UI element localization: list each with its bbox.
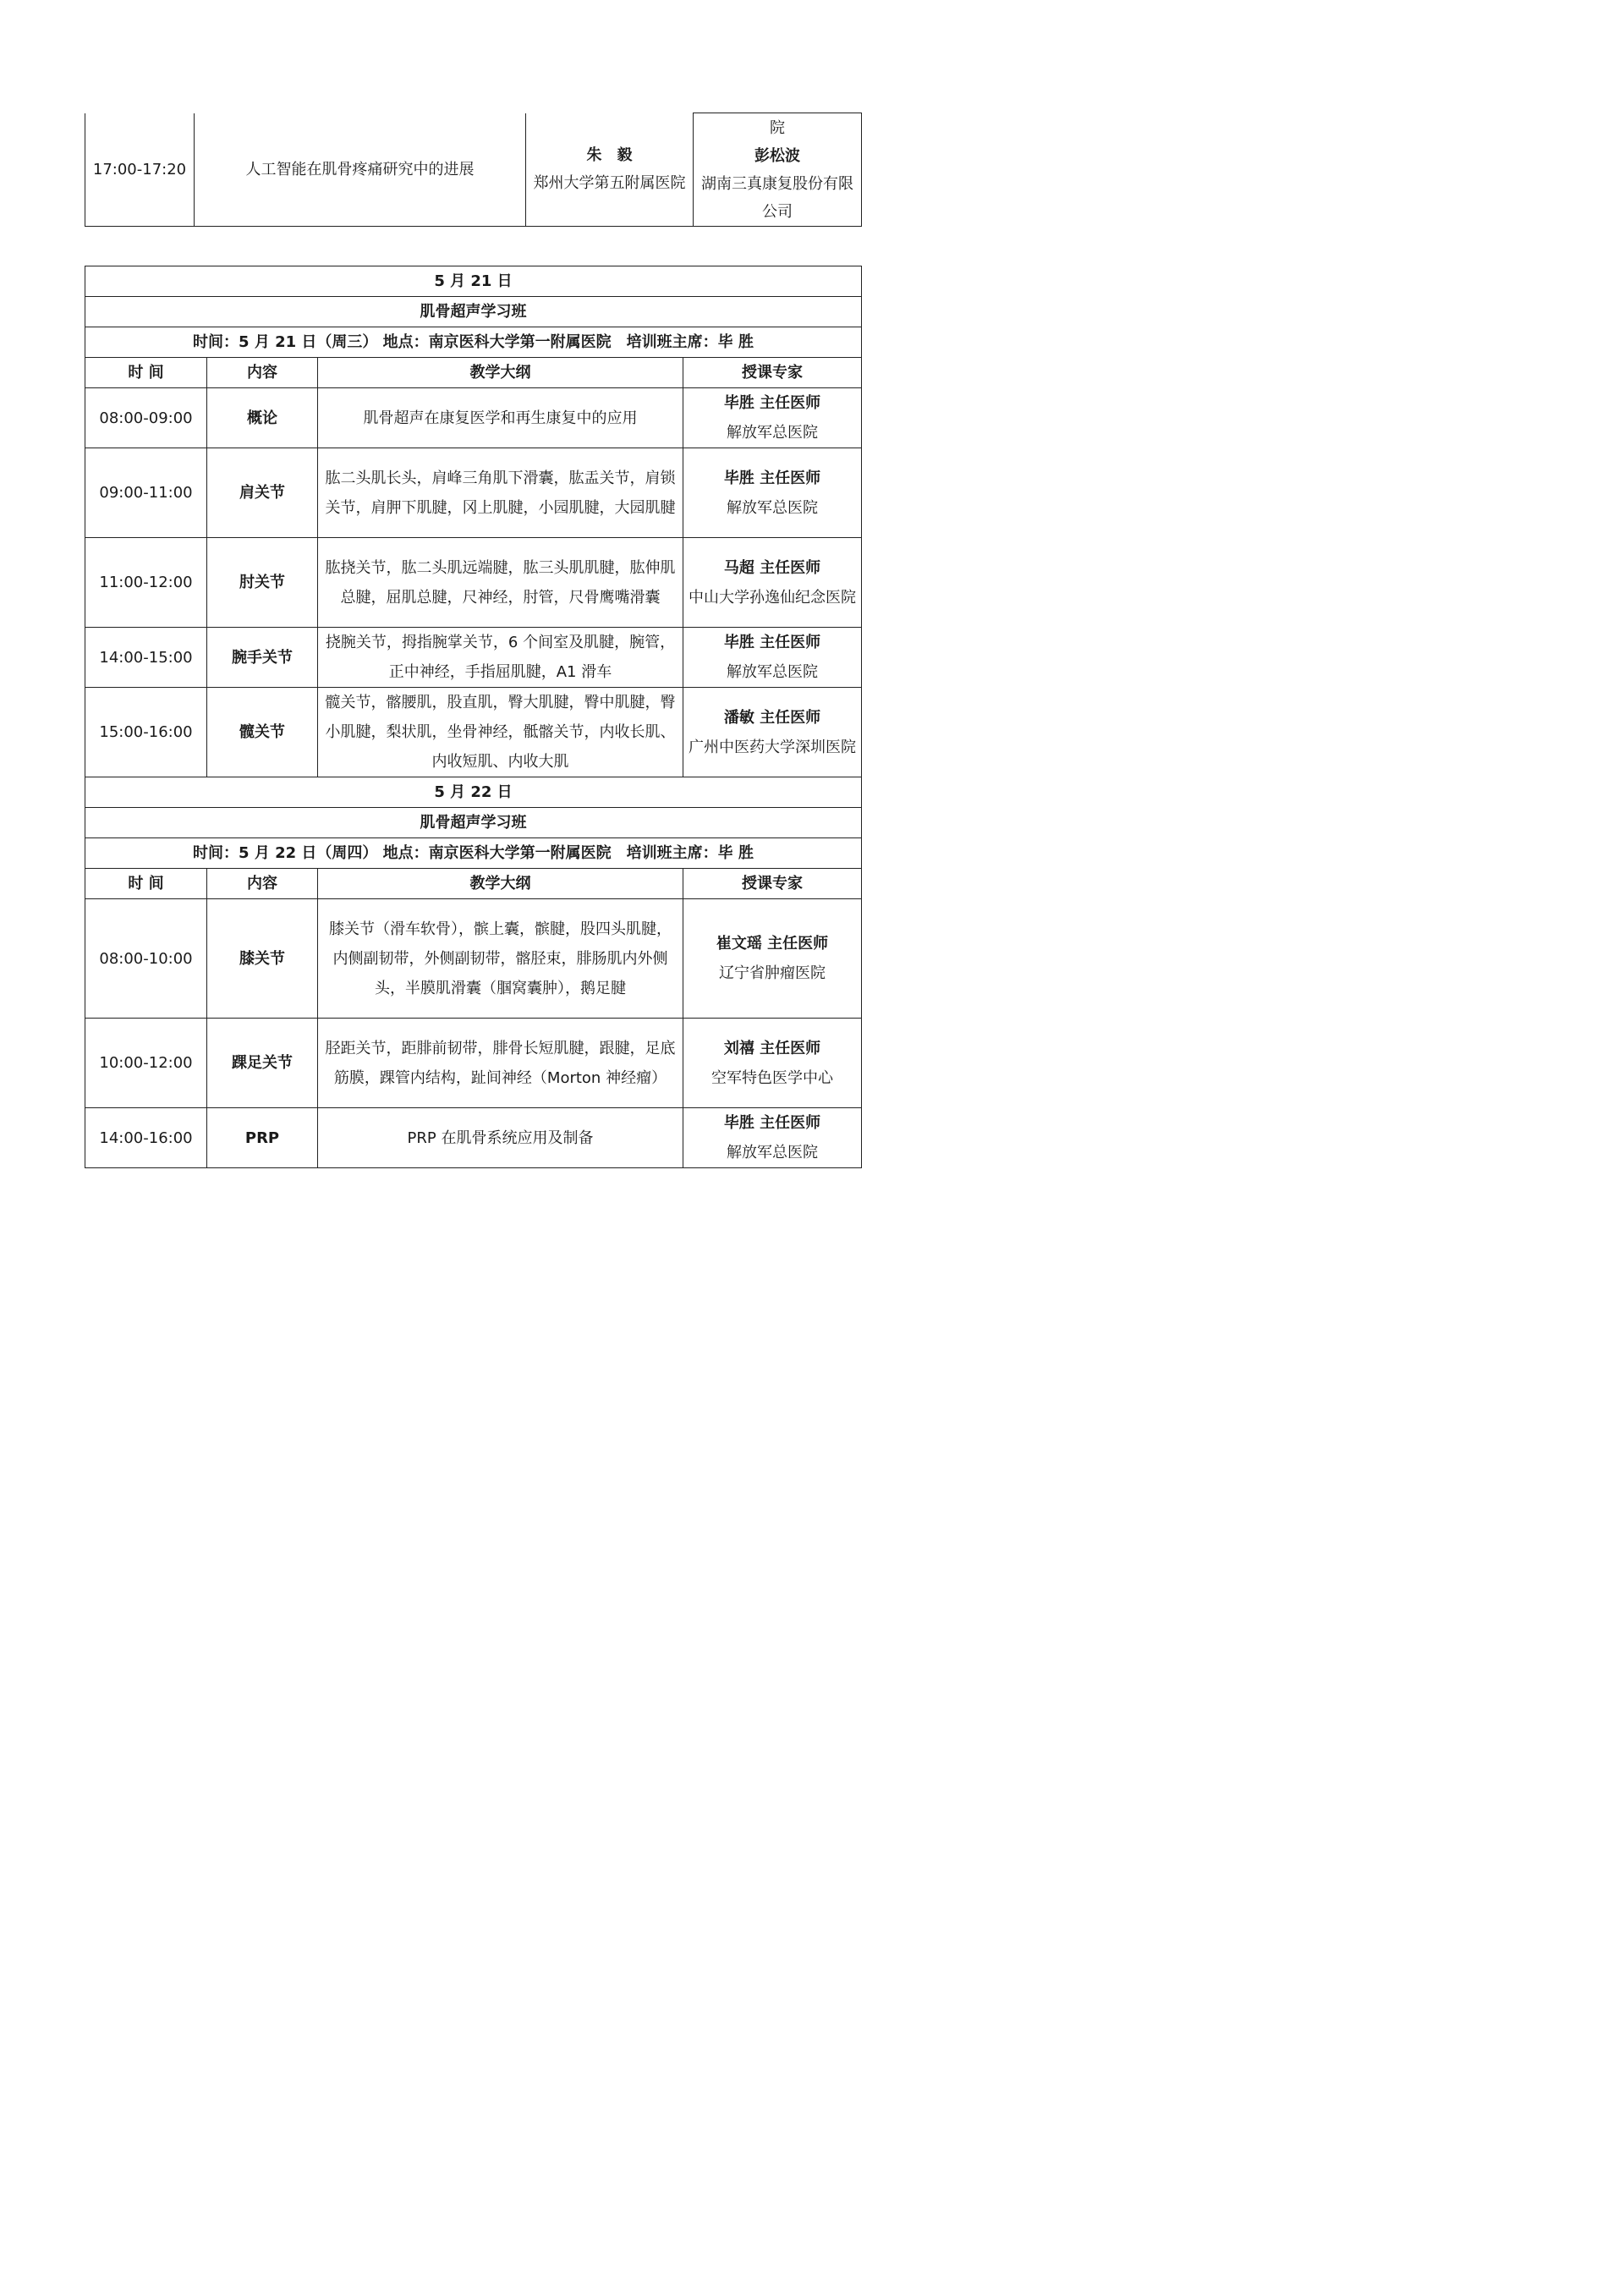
outline-cell: 肌骨超声在康复医学和再生康复中的应用 [318, 388, 683, 448]
day-date-row [85, 777, 862, 808]
expert-cell [683, 538, 862, 628]
table-row [85, 538, 862, 628]
table-row [85, 1108, 862, 1168]
expert-cell [683, 1019, 862, 1108]
header-content: 内容 [207, 358, 318, 388]
expert-name: 毕胜 主任医师 [723, 634, 821, 651]
topic-cell: 踝足关节 [207, 1019, 318, 1108]
outline-cell: 肱二头肌长头，肩峰三角肌下滑囊，肱盂关节，肩锁关节，肩胛下肌腱，冈上肌腱，小园肌腱，大园肌腱 [318, 448, 683, 538]
column-header-row [85, 358, 862, 388]
time-cell: 17:00-17:20 [85, 113, 195, 227]
header-time: 时 间 [85, 358, 207, 388]
expert-org: 广州中医药大学深圳医院 [689, 738, 856, 756]
table-row [85, 388, 862, 448]
outline-cell: 胫距关节，距腓前韧带，腓骨长短肌腱，跟腱，足底筋膜，踝管内结构，趾间神经（Morton 神经瘤） [318, 1019, 683, 1108]
table-row [85, 899, 862, 1019]
expert-name: 毕胜 主任医师 [723, 394, 821, 412]
topic-cell: 膝关节 [207, 899, 318, 1019]
table-row [85, 113, 862, 227]
previous-session-table [85, 113, 862, 227]
expert-org: 中山大学孙逸仙纪念医院 [689, 588, 856, 607]
outline-cell: PRP 在肌骨系统应用及制备 [318, 1108, 683, 1168]
host-org: 湖南三真康复股份有限公司 [701, 174, 853, 221]
header-time: 时 间 [85, 869, 207, 899]
speaker-cell [526, 113, 694, 227]
expert-cell [683, 448, 862, 538]
expert-name: 马超 主任医师 [723, 558, 821, 577]
expert-org: 解放军总医院 [727, 424, 818, 442]
course-info-row [85, 327, 862, 358]
expert-cell [683, 628, 862, 688]
course-info-row [85, 838, 862, 869]
expert-org: 解放军总医院 [727, 1144, 818, 1161]
topic-cell: 概论 [207, 388, 318, 448]
expert-name: 潘敏 主任医师 [723, 708, 821, 727]
expert-org: 解放军总医院 [727, 663, 818, 681]
day-date: 5 月 21 日 [85, 266, 862, 297]
speaker-name: 朱 毅 [586, 146, 633, 165]
expert-cell [683, 388, 862, 448]
expert-cell [683, 899, 862, 1019]
table-row [85, 628, 862, 688]
host-cell [694, 113, 862, 227]
header-outline: 教学大纲 [318, 869, 683, 899]
course-title-row [85, 297, 862, 327]
expert-cell [683, 688, 862, 777]
topic-cell: 肘关节 [207, 538, 318, 628]
header-content: 内容 [207, 869, 318, 899]
expert-name: 崔文瑶 主任医师 [716, 935, 829, 953]
course-info: 时间：5 月 21 日（周三） 地点：南京医科大学第一附属医院 培训班主席：毕 胜 [85, 327, 862, 358]
outline-cell: 肱挠关节，肱二头肌远端腱，肱三头肌肌腱，肱伸肌总腱，屈肌总腱，尺神经，肘管，尺骨鹰嘴滑囊 [318, 538, 683, 628]
topic-cell: 腕手关节 [207, 628, 318, 688]
header-expert: 授课专家 [683, 869, 862, 899]
expert-name: 毕胜 主任医师 [723, 469, 821, 487]
outline-cell: 挠腕关节，拇指腕掌关节，6 个间室及肌腱，腕管，正中神经，手指屈肌腱，A1 滑车 [318, 628, 683, 688]
expert-org: 辽宁省肿瘤医院 [719, 964, 826, 982]
outline-cell: 髋关节，髂腰肌，股直肌，臀大肌腱，臀中肌腱，臀小肌腱，梨状肌，坐骨神经，骶髂关节，内收长肌、内收短肌、内收大肌 [318, 688, 683, 777]
time-cell: 11:00-12:00 [85, 538, 207, 628]
time-cell: 14:00-16:00 [85, 1108, 207, 1168]
table-row [85, 1019, 862, 1108]
time-cell: 08:00-09:00 [85, 388, 207, 448]
time-cell: 10:00-12:00 [85, 1019, 207, 1108]
header-outline: 教学大纲 [318, 358, 683, 388]
column-header-row [85, 869, 862, 899]
time-cell: 15:00-16:00 [85, 688, 207, 777]
expert-name: 毕胜 主任医师 [723, 1114, 821, 1132]
expert-name: 刘禧 主任医师 [723, 1039, 821, 1057]
time-cell: 09:00-11:00 [85, 448, 207, 538]
host-name: 彭松波 [754, 146, 800, 165]
time-cell: 08:00-10:00 [85, 899, 207, 1019]
outline-cell: 膝关节（滑车软骨），髌上囊，髌腱，股四头肌腱，内侧副韧带，外侧副韧带，髂胫束，腓肠肌内外侧头，半膜肌滑囊（腘窝囊肿），鹅足腱 [318, 899, 683, 1019]
topic-cell: 人工智能在肌骨疼痛研究中的进展 [195, 113, 526, 227]
schedule-table [85, 266, 862, 1168]
course-title: 肌骨超声学习班 [85, 297, 862, 327]
table-row [85, 448, 862, 538]
speaker-org: 郑州大学第五附属医院 [533, 174, 686, 193]
topic-cell: PRP [207, 1108, 318, 1168]
expert-org: 空军特色医学中心 [711, 1068, 833, 1087]
expert-org: 解放军总医院 [727, 498, 818, 517]
day-date: 5 月 22 日 [85, 777, 862, 808]
table-row [85, 688, 862, 777]
course-title-row [85, 808, 862, 838]
day-date-row [85, 266, 862, 297]
topic-cell: 肩关节 [207, 448, 318, 538]
host-org-tail: 院 [770, 118, 785, 137]
expert-cell [683, 1108, 862, 1168]
header-expert: 授课专家 [683, 358, 862, 388]
course-title: 肌骨超声学习班 [85, 808, 862, 838]
time-cell: 14:00-15:00 [85, 628, 207, 688]
topic-cell: 髋关节 [207, 688, 318, 777]
course-info: 时间：5 月 22 日（周四） 地点：南京医科大学第一附属医院 培训班主席：毕 胜 [85, 838, 862, 869]
